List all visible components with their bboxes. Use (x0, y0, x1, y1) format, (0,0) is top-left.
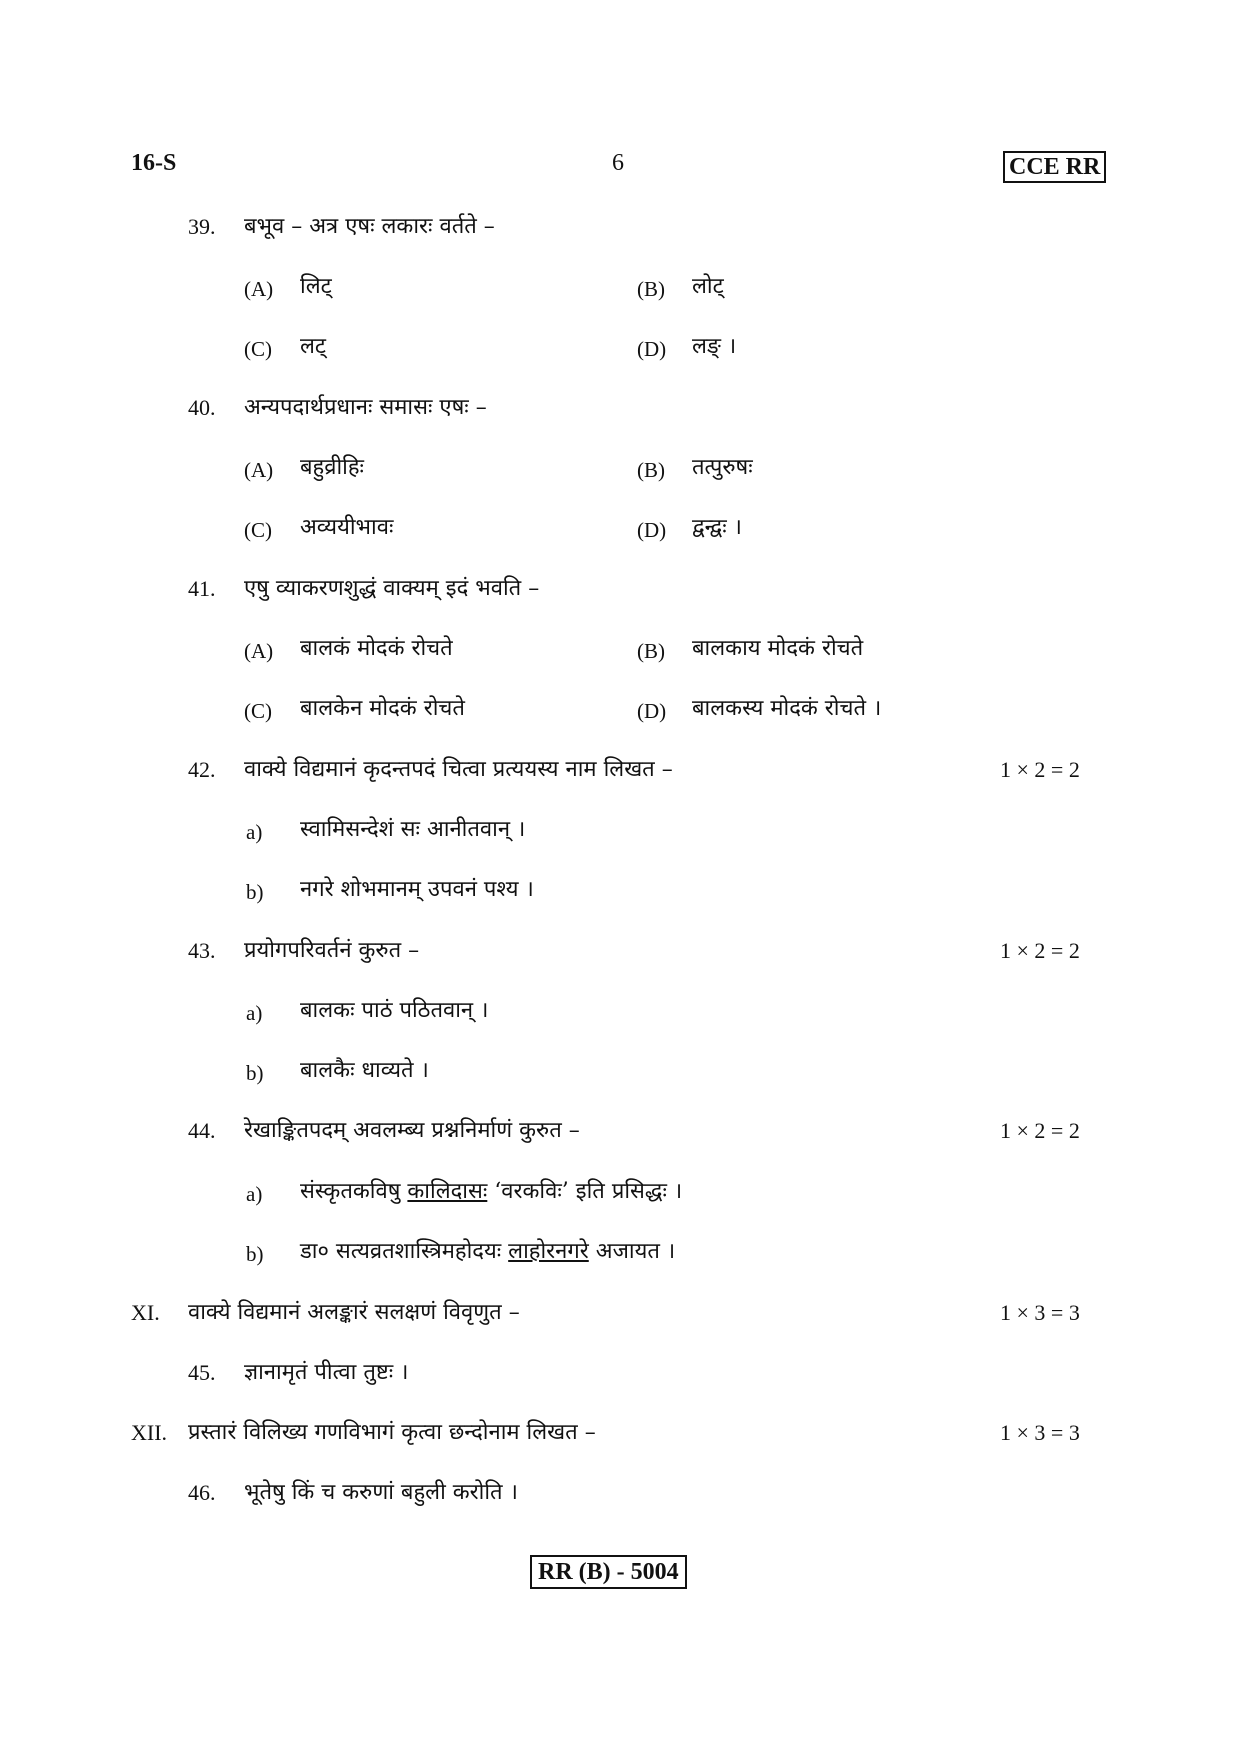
q40-option-b: तत्पुरुषः (692, 455, 753, 480)
section-xii-number: XII. (131, 1420, 168, 1445)
q40-option-a-label: (A) (244, 458, 274, 482)
q40-option-b-label: (B) (637, 458, 665, 482)
section-xi-number: XI. (131, 1300, 160, 1325)
question-46-number: 46. (188, 1480, 216, 1505)
question-43-marks: 1 × 2 = 2 (1000, 938, 1080, 963)
question-39-text: बभूव – अत्र एषः लकारः वर्तते – (244, 214, 495, 239)
q39-option-d: लङ् । (692, 334, 737, 359)
q44-sub-a-post: ‘वरकविः’ इति प्रसिद्धः । (487, 1179, 683, 1204)
q44-sub-b-label: b) (246, 1242, 264, 1266)
section-xi-marks: 1 × 3 = 3 (1000, 1300, 1080, 1325)
q44-sub-b-underlined: लाहोरनगरे (508, 1239, 589, 1264)
question-42-text: वाक्ये विद्यमानं कृदन्तपदं चित्वा प्रत्ययस्य नाम लिखत – (244, 757, 673, 782)
question-41-text: एषु व्याकरणशुद्धं वाक्यम् इदं भवति – (244, 576, 540, 601)
q41-option-c: बालकेन मोदकं रोचते (300, 696, 465, 721)
q43-sub-b-label: b) (246, 1061, 264, 1085)
question-40-text: अन्यपदार्थप्रधानः समासः एषः – (244, 395, 487, 420)
q41-option-a-label: (A) (244, 639, 274, 663)
series-badge: CCE RR (1003, 151, 1106, 183)
section-xii-marks: 1 × 3 = 3 (1000, 1420, 1080, 1445)
q44-sub-a-underlined: कालिदासः (407, 1179, 488, 1204)
q43-sub-a-label: a) (246, 1001, 263, 1025)
q42-sub-b-label: b) (246, 880, 264, 904)
q40-option-a: बहुव्रीहिः (300, 455, 364, 480)
q42-sub-b: नगरे शोभमानम् उपवनं पश्य । (300, 877, 534, 902)
q44-sub-b (300, 1237, 675, 1267)
q39-option-a-label: (A) (244, 277, 274, 301)
q40-option-d-label: (D) (637, 518, 667, 542)
q44-sub-a (300, 1177, 682, 1207)
q41-option-b: बालकाय मोदकं रोचते (692, 636, 864, 661)
q44-sub-b-post: अजायत । (588, 1239, 676, 1264)
q40-option-d: द्वन्द्वः । (692, 515, 742, 540)
q39-option-c: लट् (300, 334, 327, 359)
question-45-number: 45. (188, 1360, 216, 1385)
q43-sub-a: बालकः पाठं पठितवान् । (300, 998, 489, 1023)
question-41-number: 41. (188, 576, 216, 601)
q41-option-c-label: (C) (244, 699, 272, 723)
q44-sub-a-label: a) (246, 1182, 263, 1206)
q39-option-d-label: (D) (637, 337, 667, 361)
q40-option-c: अव्ययीभावः (300, 515, 394, 540)
section-xii-text: प्रस्तारं विलिख्य गणविभागं कृत्वा छन्दोनाम लिखत – (188, 1420, 596, 1445)
question-45-text: ज्ञानामृतं पीत्वा तुष्टः । (244, 1360, 409, 1385)
q41-option-d: बालकस्य मोदकं रोचते । (692, 696, 882, 721)
question-40-number: 40. (188, 395, 216, 420)
q39-option-a: लिट् (300, 274, 332, 299)
q41-option-b-label: (B) (637, 639, 665, 663)
q39-option-b-label: (B) (637, 277, 665, 301)
question-42-number: 42. (188, 757, 216, 782)
question-39-number: 39. (188, 214, 216, 239)
footer-code: RR (B) - 5004 (530, 1555, 687, 1589)
paper-code: 16-S (131, 150, 177, 176)
q44-sub-a-pre: संस्कृतकविषु (300, 1179, 408, 1204)
q44-sub-b-pre: डा० सत्यव्रतशास्त्रिमहोदयः (300, 1239, 509, 1264)
q40-option-c-label: (C) (244, 518, 272, 542)
q41-option-a: बालकं मोदकं रोचते (300, 636, 453, 661)
q42-sub-a-label: a) (246, 820, 263, 844)
section-xi-text: वाक्ये विद्यमानं अलङ्कारं सलक्षणं विवृणुत – (188, 1300, 520, 1325)
question-44-number: 44. (188, 1118, 216, 1143)
question-43-text: प्रयोगपरिवर्तनं कुरुत – (244, 938, 420, 963)
page-number: 6 (612, 150, 624, 176)
question-44-marks: 1 × 2 = 2 (1000, 1118, 1080, 1143)
question-46-text: भूतेषु किं च करुणां बहुली करोति । (244, 1480, 518, 1505)
question-42-marks: 1 × 2 = 2 (1000, 757, 1080, 782)
q41-option-d-label: (D) (637, 699, 667, 723)
q39-option-b: लोट् (692, 274, 724, 299)
q43-sub-b: बालकैः धाव्यते । (300, 1058, 429, 1083)
q39-option-c-label: (C) (244, 337, 272, 361)
question-43-number: 43. (188, 938, 216, 963)
question-44-text: रेखाङ्कितपदम् अवलम्ब्य प्रश्ननिर्माणं कुरुत – (244, 1118, 580, 1143)
q42-sub-a: स्वामिसन्देशं सः आनीतवान् । (300, 817, 526, 842)
